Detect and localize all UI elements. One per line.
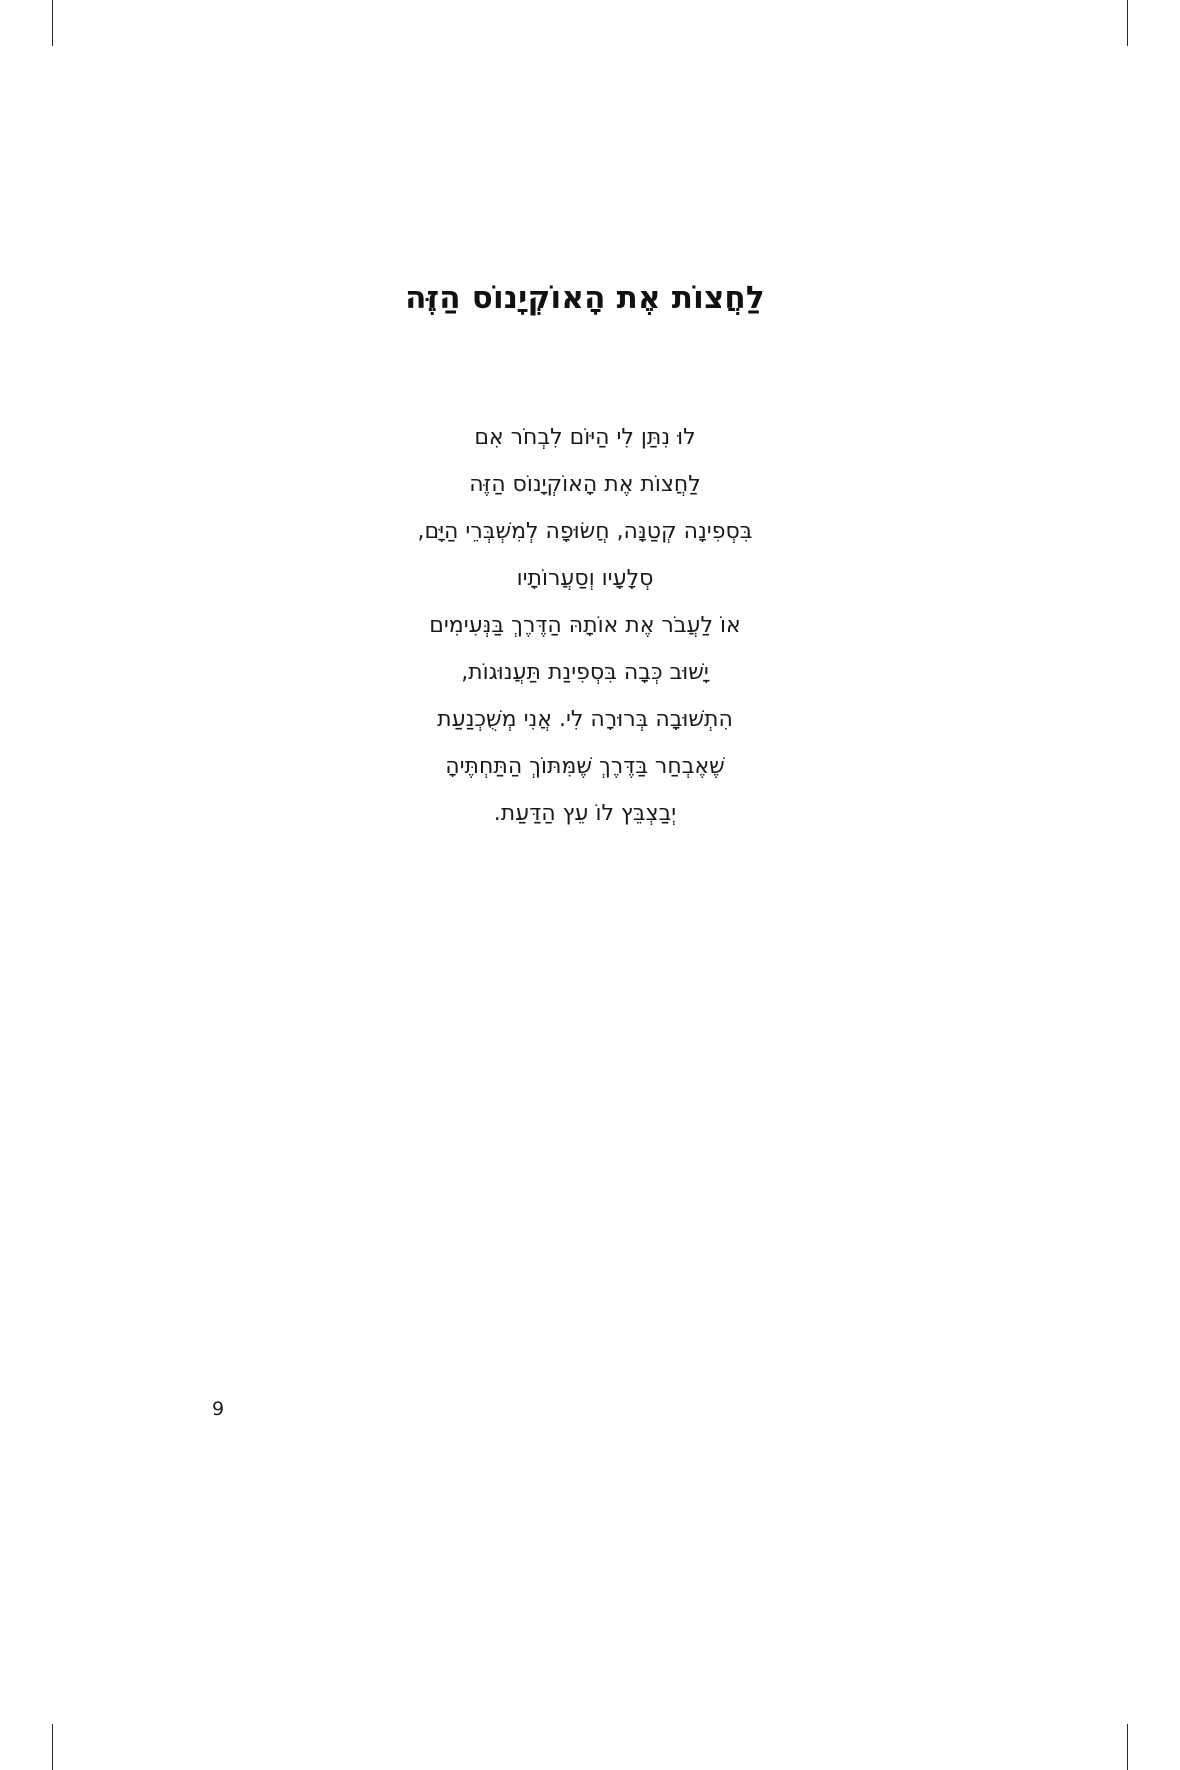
- poem-line: יְבַצְבֵּץ לוֹ עֵץ הַדַּעַת.: [493, 800, 677, 826]
- page-number: 9: [212, 1398, 225, 1420]
- poem-line: סְלָעָיו וְסַעֲרוֹתָיו: [516, 565, 654, 591]
- poem-line: לַחֲצוֹת אֶת הָאוֹקְיָנוֹס הַזֶּה: [469, 471, 701, 497]
- poem-line: לוּ נִתַּן לִי הַיּוֹם לִבְחֹר אִם: [474, 424, 696, 450]
- poem-line: שֶׁאֶבְחַר בַּדֶּרֶךְ שֶׁמִּתּוֹךְ הַתַּחְתֶּיהָ: [445, 753, 725, 779]
- poem-title: לַחֲצוֹת אֶת הָאוֹקְיָנוֹס הַזֶּה: [405, 280, 765, 316]
- poem-body: [325, 414, 845, 837]
- poem-line: יָשׁוּב כְּבָה בִּסְפִינַת תַּעֲנוּגוֹת,: [461, 659, 709, 685]
- poem-line: אוֹ לַעֲבֹר אֶת אוֹתָהּ הַדֶּרֶךְ בַּנְּעִימִים: [429, 612, 741, 638]
- poem-line: הִתְשׁוּבָה בְּרוּרָה לִי. אֲנִי מְשֻׁכְנַעַת: [437, 706, 733, 732]
- poem-line: בִּסְפִינָה קְטַנָּה, חֲשׂוּפָה לְמִשְׁבְּרֵי הַיָּם,: [417, 518, 753, 544]
- poem: [325, 278, 845, 837]
